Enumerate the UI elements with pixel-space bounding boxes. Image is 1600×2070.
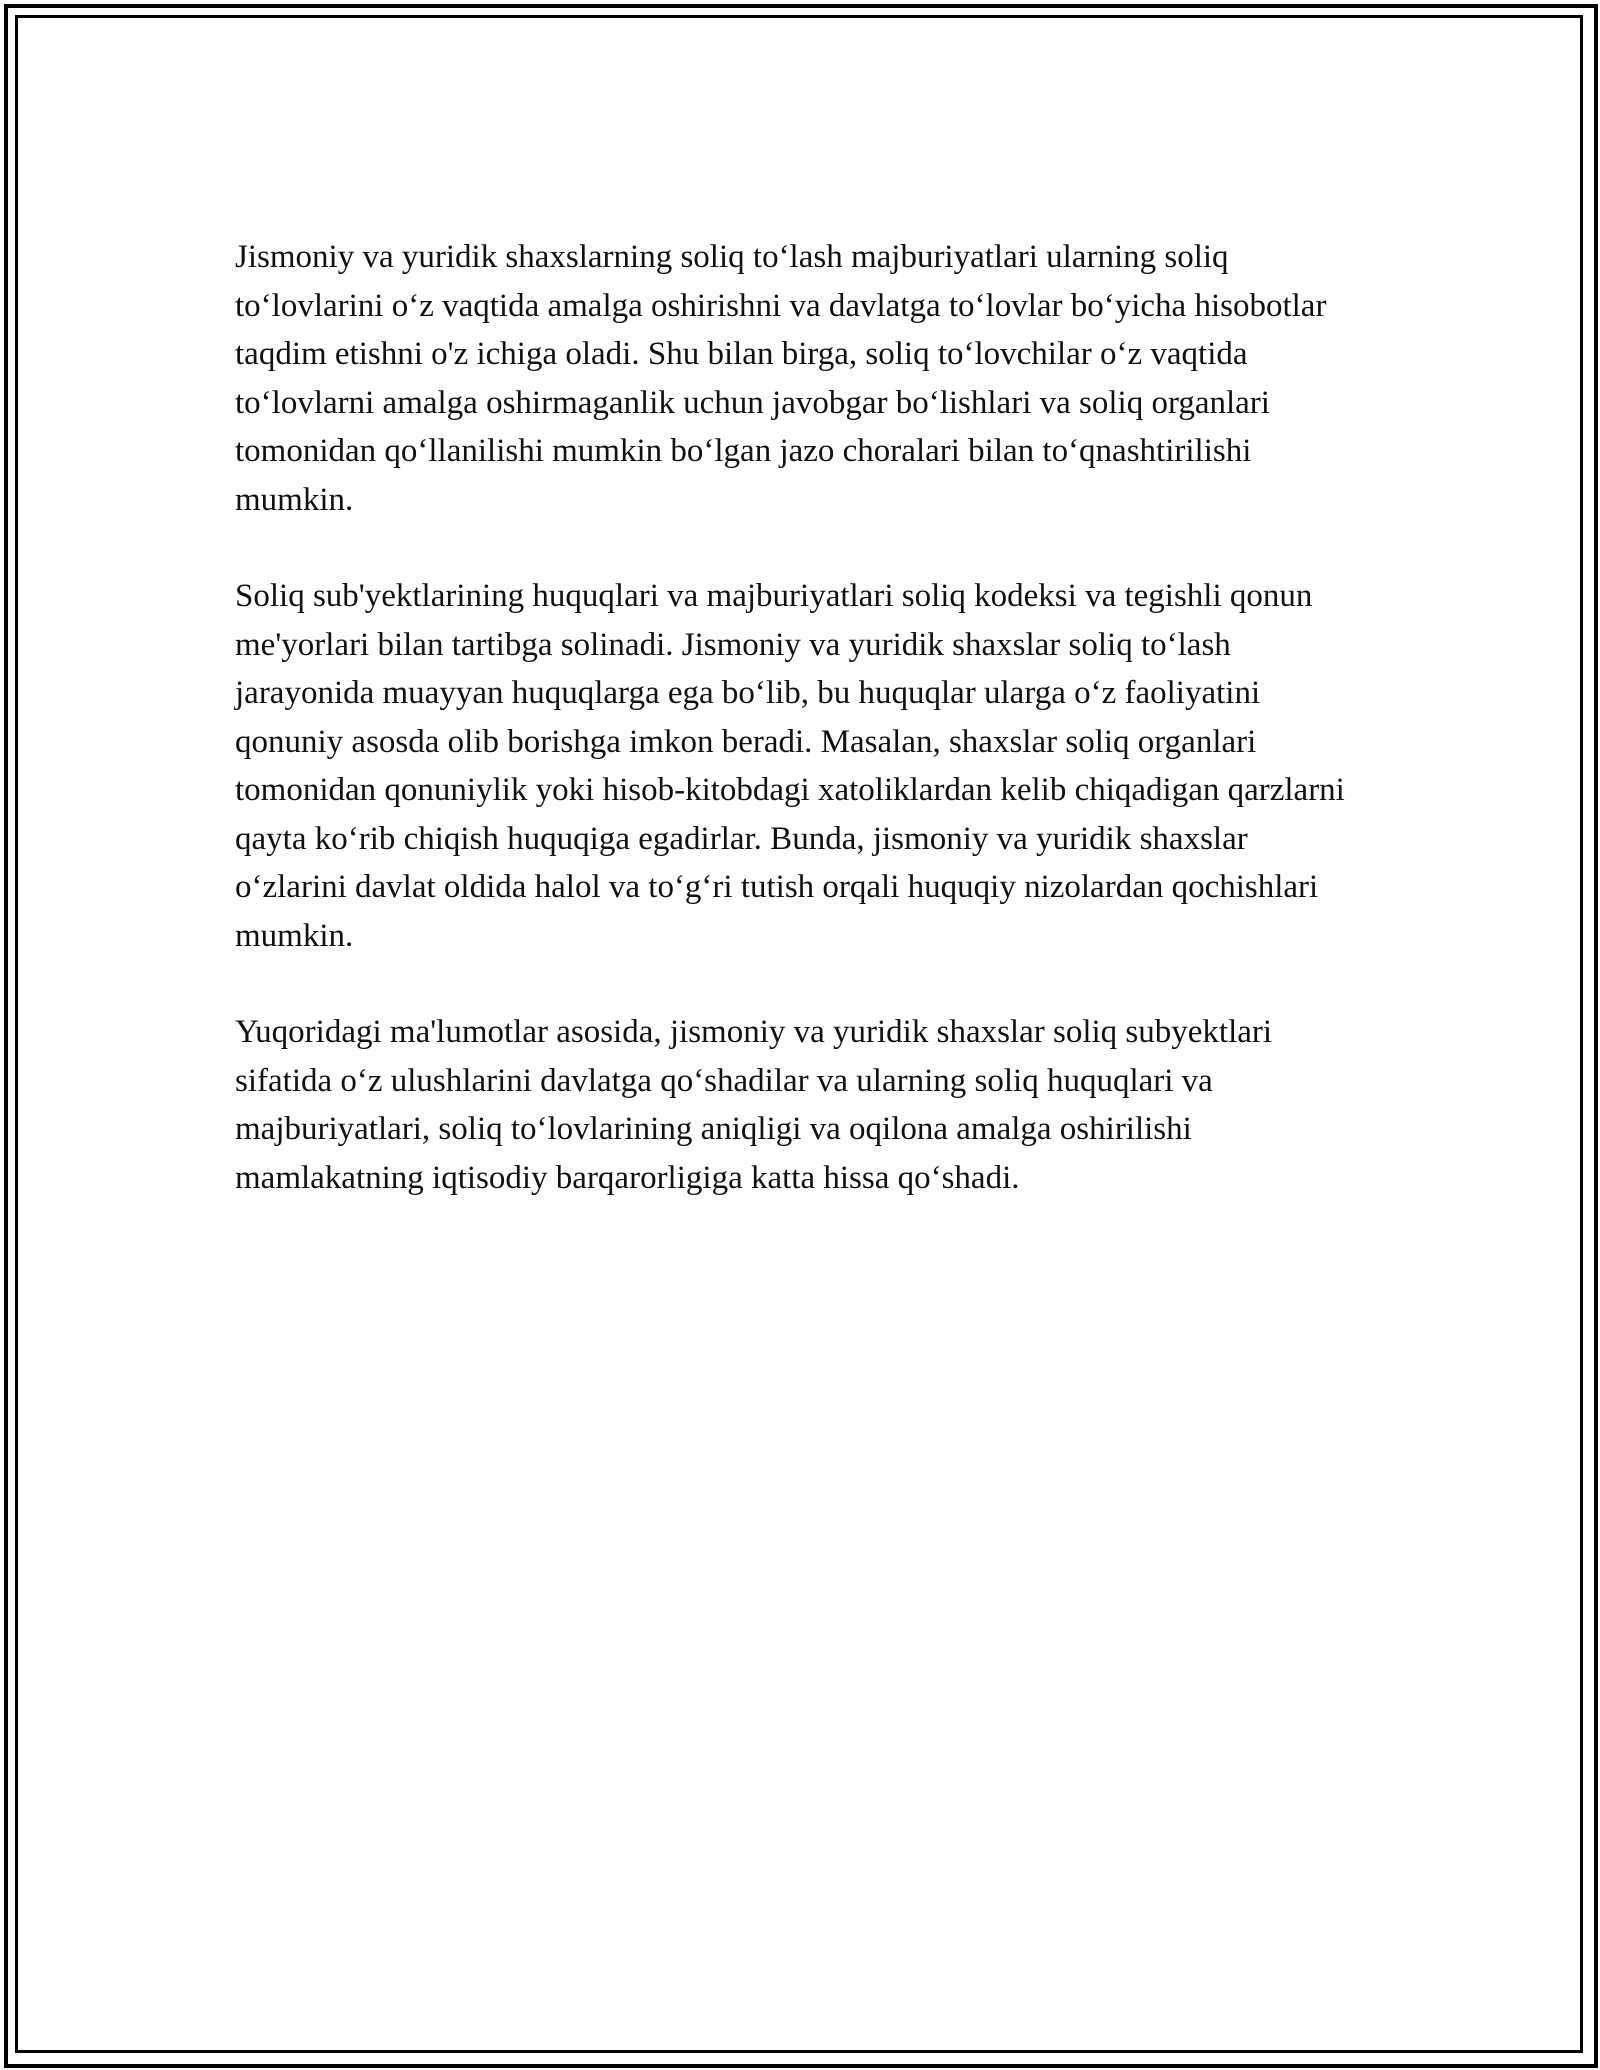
document-body [235,233,1365,1250]
paragraph-2: Soliq sub'yektlarining huquqlari va majburiyatlari soliq kodeksi va tegishli qonun me'yorlari bilan tartibga solinadi. Jismoniy va yuridik shaxslar soliq to‘lash jarayonida muayyan huquqlarga ega bo‘lib, bu huquqlar ularga o‘z faoliyatini qonuniy asosda olib borishga imkon beradi. Masalan, shaxslar soliq organlari tomonidan qonuniylik yoki hisob-kitobdagi xatoliklardan kelib chiqadigan qarzlarni qayta ko‘rib chiqish huquqiga egadirlar. Bunda, jismoniy va yuridik shaxslar o‘zlarini davlat oldida halol va to‘g‘ri tutish orqali huquqiy nizolardan qochishlari mumkin. [235,578,1345,954]
paragraph-1: Jismoniy va yuridik shaxslarning soliq to‘lash majburiyatlari ularning soliq to‘lovlarini o‘z vaqtida amalga oshirishni va davlatga to‘lovlar bo‘yicha hisobotlar taqdim etishni o'z ichiga oladi. Shu bilan birga, soliq to‘lovchilar o‘z vaqtida to‘lovlarni amalga oshirmaganlik uchun javobgar bo‘lishlari va soliq organlari tomonidan qo‘llanilishi mumkin bo‘lgan jazo choralari bilan to‘qnashtirilishi mumkin. [235,239,1327,518]
paragraph-3: Yuqoridagi ma'lumotlar asosida, jismoniy va yuridik shaxslar soliq subyektlari sifatida o‘z ulushlarini davlatga qo‘shadilar va ularning soliq huquqlari va majburiyatlari, soliq to‘lovlarining aniqligi va oqilona amalga oshirilishi mamlakatning iqtisodiy barqarorligiga katta hissa qo‘shadi. [235,1014,1273,1196]
